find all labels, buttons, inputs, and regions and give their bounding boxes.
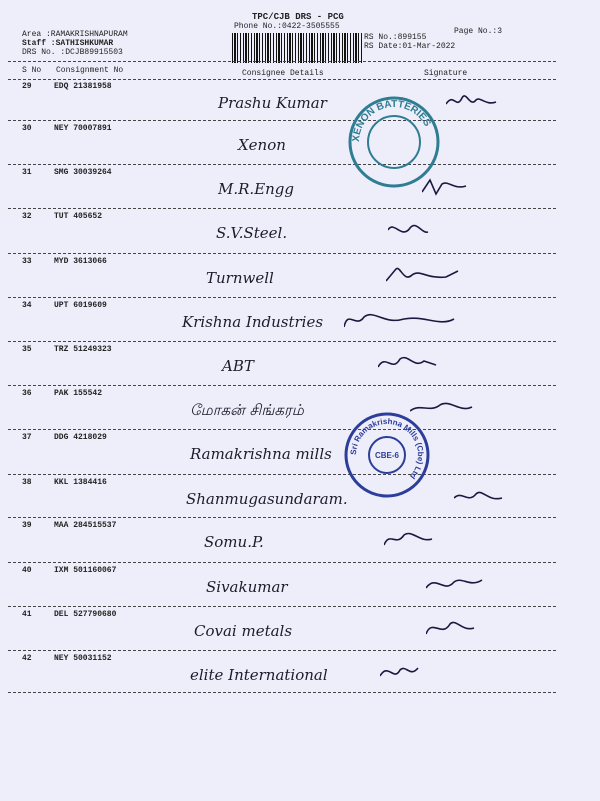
- xenon-stamp-text: XENON BATTERIES: [350, 98, 433, 143]
- row-sno: 33: [22, 257, 32, 266]
- row-consignee: Somu.P.: [204, 533, 264, 551]
- row-sno: 39: [22, 521, 32, 530]
- mills-stamp-text: Sri Ramakrishna Mills (Cbe) Ltd: [348, 416, 426, 481]
- row-divider: [8, 474, 556, 475]
- signature: [388, 220, 508, 250]
- col-signature: Signature: [424, 69, 468, 78]
- row-consignee: S.V.Steel.: [216, 224, 288, 242]
- signature: [344, 309, 464, 339]
- row-consignee: ABT: [222, 357, 254, 375]
- xenon-stamp: [346, 94, 442, 190]
- area-label: Area :RAMAKRISHNAPURAM: [22, 30, 128, 39]
- mills-stamp-code: CBE-6: [374, 451, 400, 460]
- row-consignee: Sivakumar: [206, 578, 288, 596]
- row-consignment-no: PAK 155542: [54, 389, 103, 398]
- row-sno: 37: [22, 433, 32, 442]
- row-sno: 32: [22, 212, 32, 221]
- col-sno: S No: [22, 66, 42, 75]
- row-divider: [8, 650, 556, 651]
- row-consignee: Xenon: [238, 136, 286, 154]
- row-consignment-no: NEY 50031152: [54, 654, 112, 663]
- signature: [454, 486, 574, 516]
- barcode: [232, 33, 364, 63]
- row-sno: 30: [22, 124, 32, 133]
- signature: [446, 90, 566, 120]
- row-consignment-no: MYD 3613066: [54, 257, 107, 266]
- row-consignee: Shanmugasundaram.: [186, 490, 348, 508]
- row-divider: [8, 253, 556, 254]
- signature: [384, 529, 504, 559]
- row-consignee: Covai metals: [194, 622, 293, 640]
- signature: [426, 574, 546, 604]
- signature: [386, 265, 506, 295]
- row-consignee: Turnwell: [206, 269, 274, 287]
- row-divider: [8, 606, 556, 607]
- rs-date: RS Date:01-Mar-2022: [364, 42, 456, 51]
- row-consignment-no: TUT 405652: [54, 212, 103, 221]
- row-consignment-no: UPT 6019609: [54, 301, 107, 310]
- row-consignment-no: TRZ 51249323: [54, 345, 112, 354]
- row-consignee: Ramakrishna mills: [190, 445, 332, 463]
- row-divider: [8, 385, 556, 386]
- row-divider: [8, 562, 556, 563]
- row-sno: 35: [22, 345, 32, 354]
- svg-text:Sri Ramakrishna Mills (Cbe) Lt: [349, 417, 425, 481]
- staff-label: Staff :SATHISHKUMAR: [22, 39, 114, 48]
- rs-number: RS No.:899155: [364, 33, 427, 42]
- row-consignment-no: EDQ 21381958: [54, 82, 112, 91]
- signature: [378, 353, 498, 383]
- row-consignment-no: DEL 527790680: [54, 610, 117, 619]
- divider: [8, 61, 556, 62]
- signature: [426, 618, 546, 648]
- row-sno: 38: [22, 478, 32, 487]
- row-consignment-no: MAA 284515537: [54, 521, 117, 530]
- drs-number: DRS No. :DCJB89915503: [22, 48, 123, 57]
- divider: [8, 79, 556, 80]
- row-consignment-no: DDG 4218029: [54, 433, 107, 442]
- row-consignment-no: NEY 70007891: [54, 124, 112, 133]
- row-consignee: Prashu Kumar: [218, 94, 327, 112]
- row-consignment-no: KKL 1384416: [54, 478, 107, 487]
- col-consignment: Consignment No: [56, 66, 124, 75]
- row-sno: 41: [22, 610, 32, 619]
- signature: [380, 662, 500, 692]
- row-divider: [8, 517, 556, 518]
- row-divider: [8, 164, 556, 165]
- row-consignee: elite International: [190, 666, 328, 684]
- phone-number: Phone No.:0422-3505555: [234, 22, 340, 31]
- row-sno: 31: [22, 168, 32, 177]
- row-consignee: M.R.Engg: [218, 180, 295, 198]
- row-consignment-no: SMG 30039264: [54, 168, 112, 177]
- row-consignee: மோகன் சிங்கரம்: [190, 401, 304, 419]
- row-divider: [8, 341, 556, 342]
- row-divider: [8, 692, 556, 693]
- row-sno: 29: [22, 82, 32, 91]
- row-divider: [8, 208, 556, 209]
- row-sno: 42: [22, 654, 32, 663]
- page-number: Page No.:3: [454, 27, 503, 36]
- row-sno: 34: [22, 301, 32, 310]
- col-consignee: Consignee Details: [242, 69, 324, 78]
- mills-stamp: [342, 410, 432, 500]
- row-sno: 40: [22, 566, 32, 575]
- row-divider: [8, 120, 556, 121]
- row-consignment-no: IXM 501160067: [54, 566, 117, 575]
- drs-title: TPC/CJB DRS - PCG: [252, 12, 344, 22]
- row-divider: [8, 297, 556, 298]
- row-sno: 36: [22, 389, 32, 398]
- row-divider: [8, 429, 556, 430]
- row-consignee: Krishna Industries: [182, 313, 324, 331]
